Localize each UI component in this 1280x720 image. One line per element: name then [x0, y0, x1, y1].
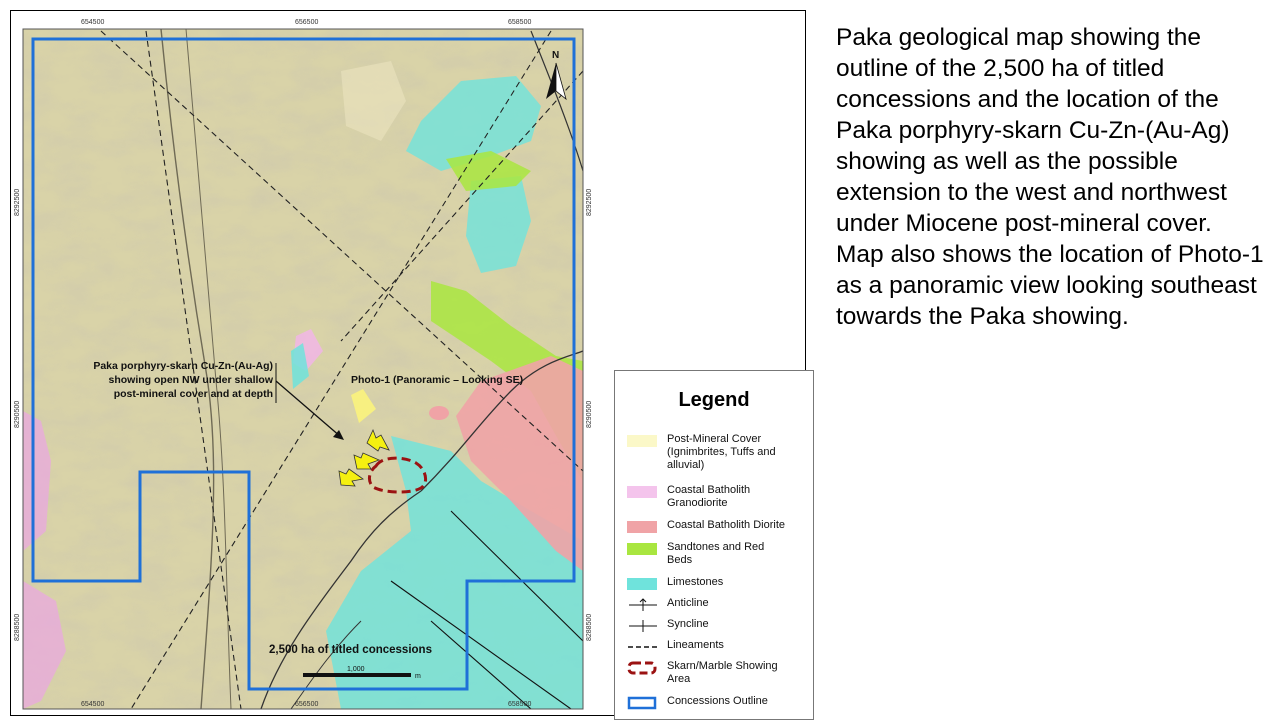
legend-label: Post-Mineral Cover (Ignimbrites, Tuffs and alluvial) [667, 433, 776, 471]
limestones-swatch [625, 577, 661, 591]
photo-annotation: Photo-1 (Panoramic – Looking SE) [351, 374, 524, 386]
legend-label: Coastal Batholith Diorite [667, 519, 786, 531]
legend-label: Limestones [667, 576, 724, 588]
tick-x-bottom-1: 654500 [81, 701, 105, 708]
showing-annotation [73, 359, 273, 401]
legend-item-post-mineral-cover [625, 433, 811, 472]
tick-y-right-3: 8288500 [586, 613, 593, 641]
sandstones-swatch [625, 542, 661, 556]
syncline-symbol-icon [625, 619, 661, 633]
legend-label: Concessions Outline [667, 695, 768, 707]
map-caption: Paka geological map showing the outline of the 2,500 ha of titled concessions and the location of the Paka porphyry-skarn Cu-Zn-(Au-Ag) showing as well as the possible extension to the west and northwest under Miocene post-mineral cover. Map also shows the location of Photo-1 as a panoramic view looking southeast towards the Paka showing. [836, 24, 1264, 330]
legend-item-sandstones [625, 541, 811, 567]
legend-item-skarn [625, 660, 811, 686]
legend-item-anticline [625, 597, 811, 612]
showing-annotation-line-1: Paka porphyry-skarn Cu-Zn-(Au-Ag) [93, 360, 273, 372]
diorite-swatch [625, 520, 661, 534]
tick-x-top-1: 654500 [81, 19, 105, 26]
concessions-symbol-icon [625, 696, 661, 710]
north-label: N [552, 50, 560, 61]
legend-label: Skarn/Marble Showing Area [667, 660, 778, 685]
map-frame [10, 10, 806, 716]
legend-label: Lineaments [667, 639, 724, 651]
anticline-symbol-icon [625, 598, 661, 612]
tick-x-top-3: 658500 [508, 19, 532, 26]
scale-unit: m [415, 673, 421, 680]
legend-label: Anticline [667, 597, 709, 609]
legend-label: Sandtones and Red Beds [667, 541, 765, 566]
skarn-symbol-icon [625, 661, 661, 675]
legend-item-granodiorite [625, 484, 811, 510]
tick-y-right-1: 8292500 [586, 188, 593, 216]
legend-item-syncline [625, 618, 811, 633]
legend-title: Legend [678, 389, 750, 411]
legend-item-diorite [625, 519, 811, 534]
lineament-symbol-icon [625, 640, 661, 654]
tick-x-bottom-3: 658500 [508, 701, 532, 708]
legend-label: Coastal Batholith Granodiorite [667, 484, 751, 509]
legend-item-limestones [625, 576, 811, 591]
legend-label: Syncline [667, 618, 709, 630]
tick-y-right-2: 8290500 [586, 400, 593, 428]
tick-y-left-1: 8292500 [14, 188, 21, 216]
showing-annotation-line-3: post-mineral cover and at depth [113, 388, 273, 400]
scale-label: 1,000 [347, 666, 365, 673]
tick-x-top-2: 656500 [295, 19, 319, 26]
legend-item-concessions [625, 695, 811, 710]
tick-x-bottom-2: 656500 [295, 701, 319, 708]
granodiorite-swatch [625, 485, 661, 499]
post-mineral-cover-swatch [625, 434, 661, 448]
diorite-small [429, 406, 449, 420]
legend-box [614, 370, 814, 720]
tick-y-left-3: 8288500 [14, 613, 21, 641]
legend-item-lineaments [625, 639, 811, 654]
showing-annotation-line-2: showing open NW under shallow [108, 374, 273, 386]
tick-y-left-2: 8290500 [14, 400, 21, 428]
concessions-annotation: 2,500 ha of titled concessions [269, 644, 432, 656]
